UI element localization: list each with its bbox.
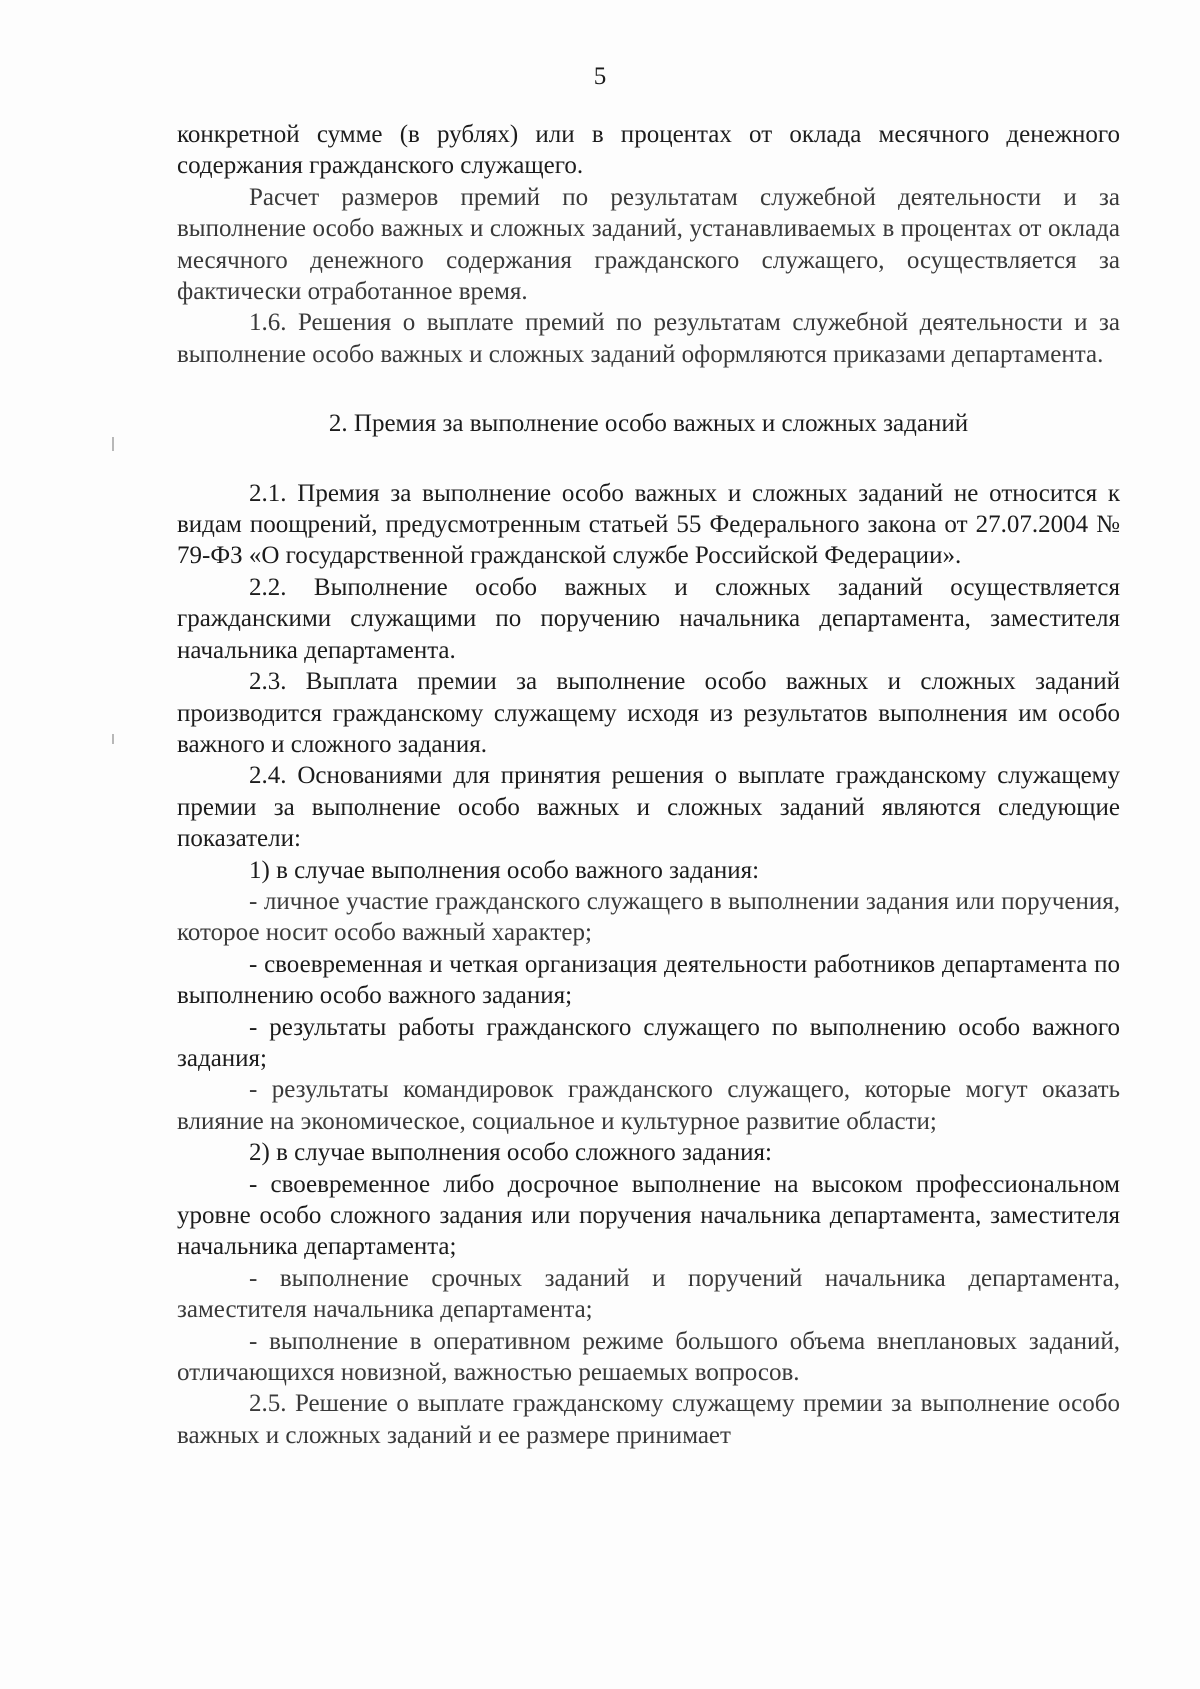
paragraph-premium-calculation: Расчет размеров премий по результатам служебной деятельности и за выполнение особо важных и сложных заданий, устанавливаемых в процентах от оклада месячного денежного содержания гражданского служащего, осуществляется за фактически отработанное время. [177,183,1120,306]
list-item: - личное участие гражданского служащего в выполнении задания или поручения, которое носит особо важный характер; [177,887,1120,947]
list-heading-important-task: 1) в случае выполнения особо важного задания: [249,856,760,884]
paragraph-continuation: конкретной сумме (в рублях) или в процентах от оклада месячного денежного содержания гражданского служащего. [177,121,1120,180]
page-number: 5 [593,63,607,90]
paragraph-1-6: 1.6. Решения о выплате премий по результатам служебной деятельности и за выполнение особо важных и сложных заданий оформляются приказами департамента. [177,309,1120,368]
scan-mark [112,734,114,744]
scan-mark [112,437,114,451]
document-body [177,119,1120,1451]
paragraph-2-3: 2.3. Выплата премии за выполнение особо важных и сложных заданий производится гражданскому служащему исходя из результатов выполнения им особо важного и сложного задания. [177,668,1120,758]
paragraph-2-1: 2.1. Премия за выполнение особо важных и сложных заданий не относится к видам поощрений, предусмотренным статьей 55 Федерального закона от 27.07.2004 № 79-ФЗ «О государственной гражданской службе Российской Федерации». [177,479,1120,570]
list-item: - результаты работы гражданского служащего по выполнению особо важного задания; [177,1013,1120,1072]
paragraph-2-5: 2.5. Решение о выплате гражданскому служащему премии за выполнение особо важных и сложных заданий и ее размере принимает [177,1390,1120,1449]
list-item: - своевременное либо досрочное выполнение на высоком профессиональном уровне особо сложного задания или поручения начальника департамента, заместителя начальника департамента; [177,1170,1120,1261]
list-item: - выполнение в оперативном режиме большого объема внеплановых заданий, отличающихся новизной, важностью решаемых вопросов. [177,1327,1120,1387]
paragraph-2-4: 2.4. Основаниями для принятия решения о выплате гражданскому служащему премии за выполнение особо важных и сложных заданий являются следующие показатели: [177,762,1120,853]
list-item: - выполнение срочных заданий и поручений начальника департамента, заместителя начальника департамента; [177,1264,1120,1324]
section-heading: 2. Премия за выполнение особо важных и сложных заданий [328,410,969,438]
list-item: - своевременная и четкая организация деятельности работников департамента по выполнению особо важного задания; [177,950,1120,1010]
list-heading-complex-task: 2) в случае выполнения особо сложного задания: [249,1139,772,1167]
paragraph-2-2: 2.2. Выполнение особо важных и сложных заданий осуществляется гражданскими служащими по поручению начальника департамента, заместителя начальника департамента. [177,573,1120,664]
list-item: - результаты командировок гражданского служащего, которые могут оказать влияние на экономическое, социальное и культурное развитие области; [177,1076,1120,1135]
